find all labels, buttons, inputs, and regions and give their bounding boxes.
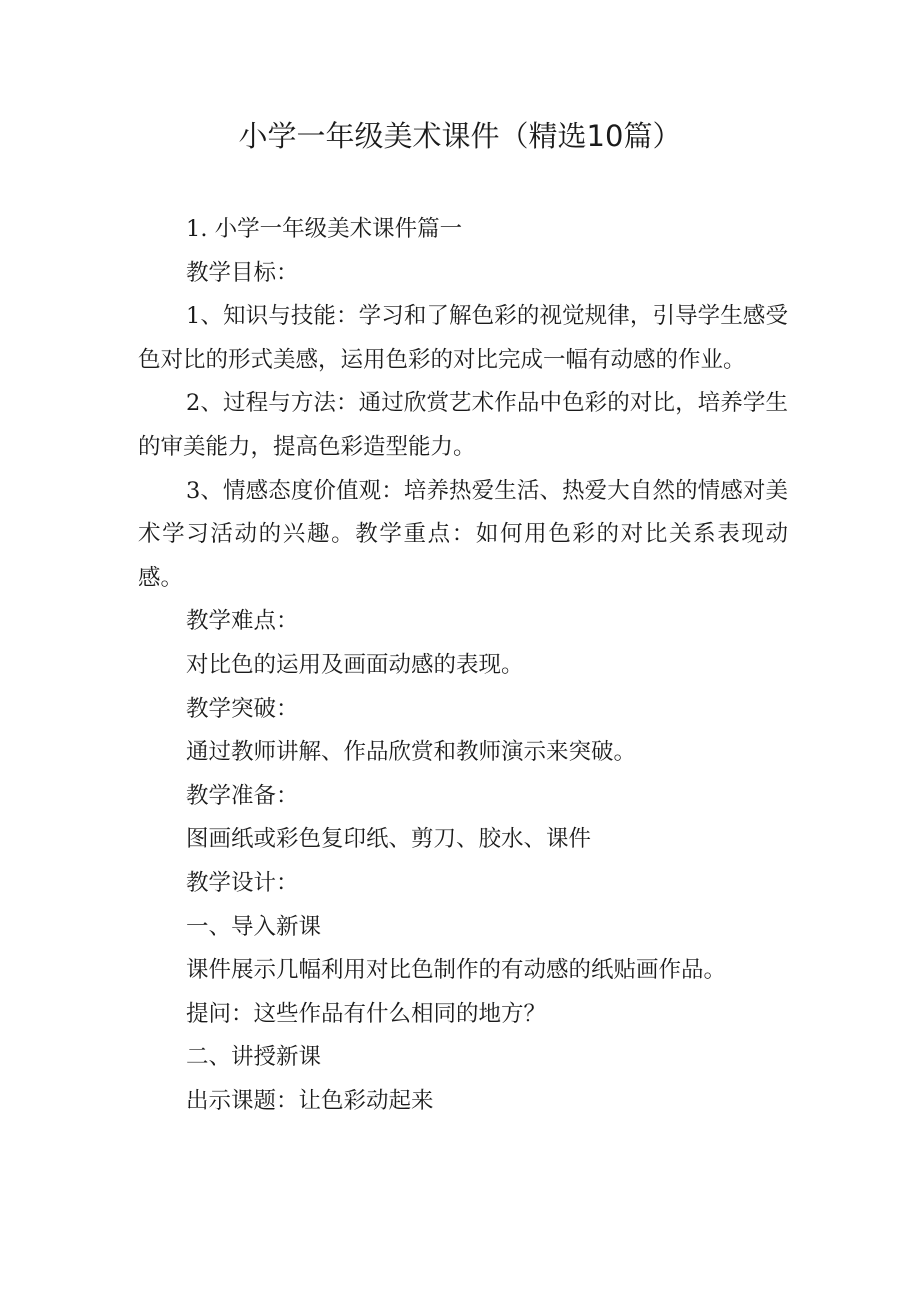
document-title: 小学一年级美术课件（精选10篇） <box>238 119 682 153</box>
goal-emotion-values: 3、情感态度价值观：培养热爱生活、热爱大自然的情感对美术学习活动的兴趣。教学重点：如何用色彩的对比关系表现动感。 <box>138 477 788 591</box>
teaching-preparation-text: 图画纸或彩色复印纸、剪刀、胶水、课件 <box>186 826 592 853</box>
introduce-lesson-text: 课件展示几幅利用对比色制作的有动感的纸贴画作品。 <box>186 957 727 984</box>
teaching-breakthrough-text: 通过教师讲解、作品欣赏和教师演示来突破。 <box>186 739 637 766</box>
goal-process-methods: 2、过程与方法：通过欣赏艺术作品中色彩的对比，培养学生的审美能力，提高色彩造型能力。 <box>138 390 788 460</box>
label-teaching-breakthrough: 教学突破： <box>186 695 299 722</box>
label-teaching-design: 教学设计： <box>186 869 299 896</box>
goal-knowledge-skills: 1、知识与技能：学习和了解色彩的视觉规律，引导学生感受色对比的形式美感，运用色彩的对比完成一幅有动感的作业。 <box>138 303 788 373</box>
label-teaching-goals: 教学目标： <box>186 259 299 286</box>
step-teach-new-lesson: 二、讲授新课 <box>186 1044 322 1071</box>
teaching-difficulty-text: 对比色的运用及画面动感的表现。 <box>186 651 524 678</box>
lesson-topic-text: 出示课题：让色彩动起来 <box>186 1087 434 1114</box>
document-body <box>138 208 788 1123</box>
label-teaching-preparation: 教学准备： <box>186 782 299 809</box>
label-teaching-difficulty: 教学难点： <box>186 608 299 635</box>
step-introduce-lesson: 一、导入新课 <box>186 913 322 940</box>
heading-section-1: 1. 小学一年级美术课件篇一 <box>186 216 463 242</box>
question-text: 提问：这些作品有什么相同的地方？ <box>186 1000 547 1027</box>
